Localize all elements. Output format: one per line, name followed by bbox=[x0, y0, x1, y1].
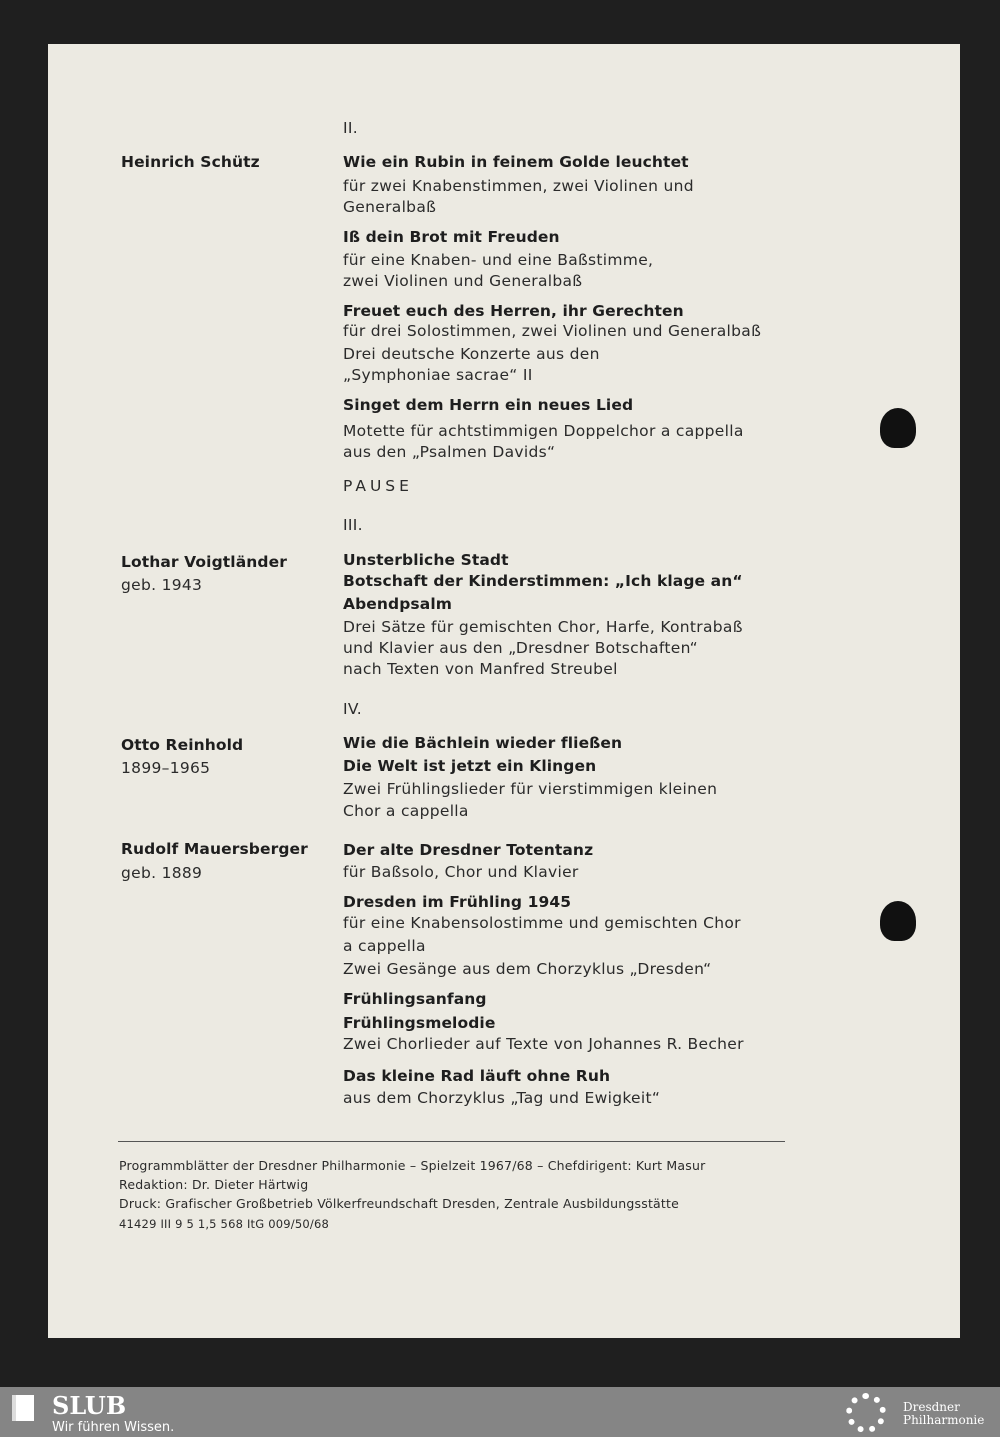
work-title: Iß dein Brot mit Freuden bbox=[343, 228, 560, 246]
footer-line: Programmblätter der Dresdner Philharmonie – Spielzeit 1967/68 – Chefdirigent: Kurt Masur bbox=[119, 1158, 706, 1173]
work-desc: Chor a cappella bbox=[343, 802, 469, 820]
work-desc: und Klavier aus den „Dresdner Botschaften“ bbox=[343, 639, 698, 657]
work-title: Wie ein Rubin in feinem Golde leuchtet bbox=[343, 153, 689, 171]
work-desc: aus den „Psalmen Davids“ bbox=[343, 443, 556, 461]
philharmonie-logo-text[interactable] bbox=[903, 1401, 984, 1427]
work-title: Der alte Dresdner Totentanz bbox=[343, 841, 594, 859]
slub-book-icon bbox=[12, 1395, 34, 1421]
slub-slogan: Wir führen Wissen. bbox=[52, 1420, 175, 1435]
partner-line: Philharmonie bbox=[903, 1413, 985, 1427]
work-desc: Drei Sätze für gemischten Chor, Harfe, Kontrabaß bbox=[343, 618, 743, 636]
composer-dates: 1899–1965 bbox=[121, 759, 211, 777]
work-desc: „Symphoniae sacrae“ II bbox=[343, 366, 533, 384]
slub-logo[interactable]: SLUB bbox=[52, 1391, 127, 1420]
section-heading: II. bbox=[343, 119, 358, 137]
composer-name: Lothar Voigtländer bbox=[121, 553, 287, 571]
composer-name: Rudolf Mauersberger bbox=[121, 840, 308, 858]
footer-line: Redaktion: Dr. Dieter Härtwig bbox=[119, 1177, 309, 1192]
pause-label: PAUSE bbox=[343, 477, 413, 495]
footer-line: 41429 III 9 5 1,5 568 ItG 009/50/68 bbox=[119, 1217, 329, 1231]
work-desc: für drei Solostimmen, zwei Violinen und Generalbaß bbox=[343, 322, 762, 340]
work-desc: a cappella bbox=[343, 937, 426, 955]
work-title: Frühlingsanfang bbox=[343, 990, 487, 1008]
work-desc: nach Texten von Manfred Streubel bbox=[343, 660, 618, 678]
partner-line: Dresdner bbox=[903, 1400, 960, 1414]
work-desc: für Baßsolo, Chor und Klavier bbox=[343, 863, 579, 881]
work-title: Wie die Bächlein wieder fließen bbox=[343, 734, 623, 752]
work-desc: Generalbaß bbox=[343, 198, 437, 216]
work-desc: Zwei Gesänge aus dem Chorzyklus „Dresden“ bbox=[343, 960, 712, 978]
work-title: Dresden im Frühling 1945 bbox=[343, 893, 572, 911]
section-heading: III. bbox=[343, 516, 363, 534]
composer-dates: geb. 1889 bbox=[121, 864, 203, 882]
composer-name: Otto Reinhold bbox=[121, 736, 244, 754]
work-desc: Drei deutsche Konzerte aus den bbox=[343, 345, 600, 363]
work-title: Die Welt ist jetzt ein Klingen bbox=[343, 757, 597, 775]
work-title: Unsterbliche Stadt bbox=[343, 551, 509, 569]
work-desc: für zwei Knabenstimmen, zwei Violinen und bbox=[343, 177, 694, 195]
work-title: Abendpsalm bbox=[343, 595, 452, 613]
section-heading: IV. bbox=[343, 700, 363, 718]
work-desc: für eine Knabensolostimme und gemischten Chor bbox=[343, 914, 741, 932]
composer-dates: geb. 1943 bbox=[121, 576, 203, 594]
work-title: Botschaft der Kinderstimmen: „Ich klage an“ bbox=[343, 572, 743, 590]
work-desc: Motette für achtstimmigen Doppelchor a cappella bbox=[343, 422, 744, 440]
work-desc: zwei Violinen und Generalbaß bbox=[343, 272, 583, 290]
philharmonie-logo-icon bbox=[846, 1393, 886, 1433]
work-title: Freuet euch des Herren, ihr Gerechten bbox=[343, 302, 684, 320]
work-title: Das kleine Rad läuft ohne Ruh bbox=[343, 1067, 611, 1085]
composer-name: Heinrich Schütz bbox=[121, 153, 260, 171]
viewer-footer-bar bbox=[0, 1387, 1000, 1437]
work-title: Frühlingsmelodie bbox=[343, 1014, 496, 1032]
work-desc: für eine Knaben- und eine Baßstimme, bbox=[343, 251, 654, 269]
work-desc: Zwei Frühlingslieder für vierstimmigen kleinen bbox=[343, 780, 718, 798]
footer-line: Druck: Grafischer Großbetrieb Völkerfreundschaft Dresden, Zentrale Ausbildungsstätte bbox=[119, 1196, 680, 1211]
punch-hole bbox=[880, 408, 916, 448]
footer-divider bbox=[118, 1141, 785, 1142]
work-desc: Zwei Chorlieder auf Texte von Johannes R. Becher bbox=[343, 1035, 744, 1053]
punch-hole bbox=[880, 901, 916, 941]
work-title: Singet dem Herrn ein neues Lied bbox=[343, 396, 634, 414]
work-desc: aus dem Chorzyklus „Tag und Ewigkeit“ bbox=[343, 1089, 661, 1107]
